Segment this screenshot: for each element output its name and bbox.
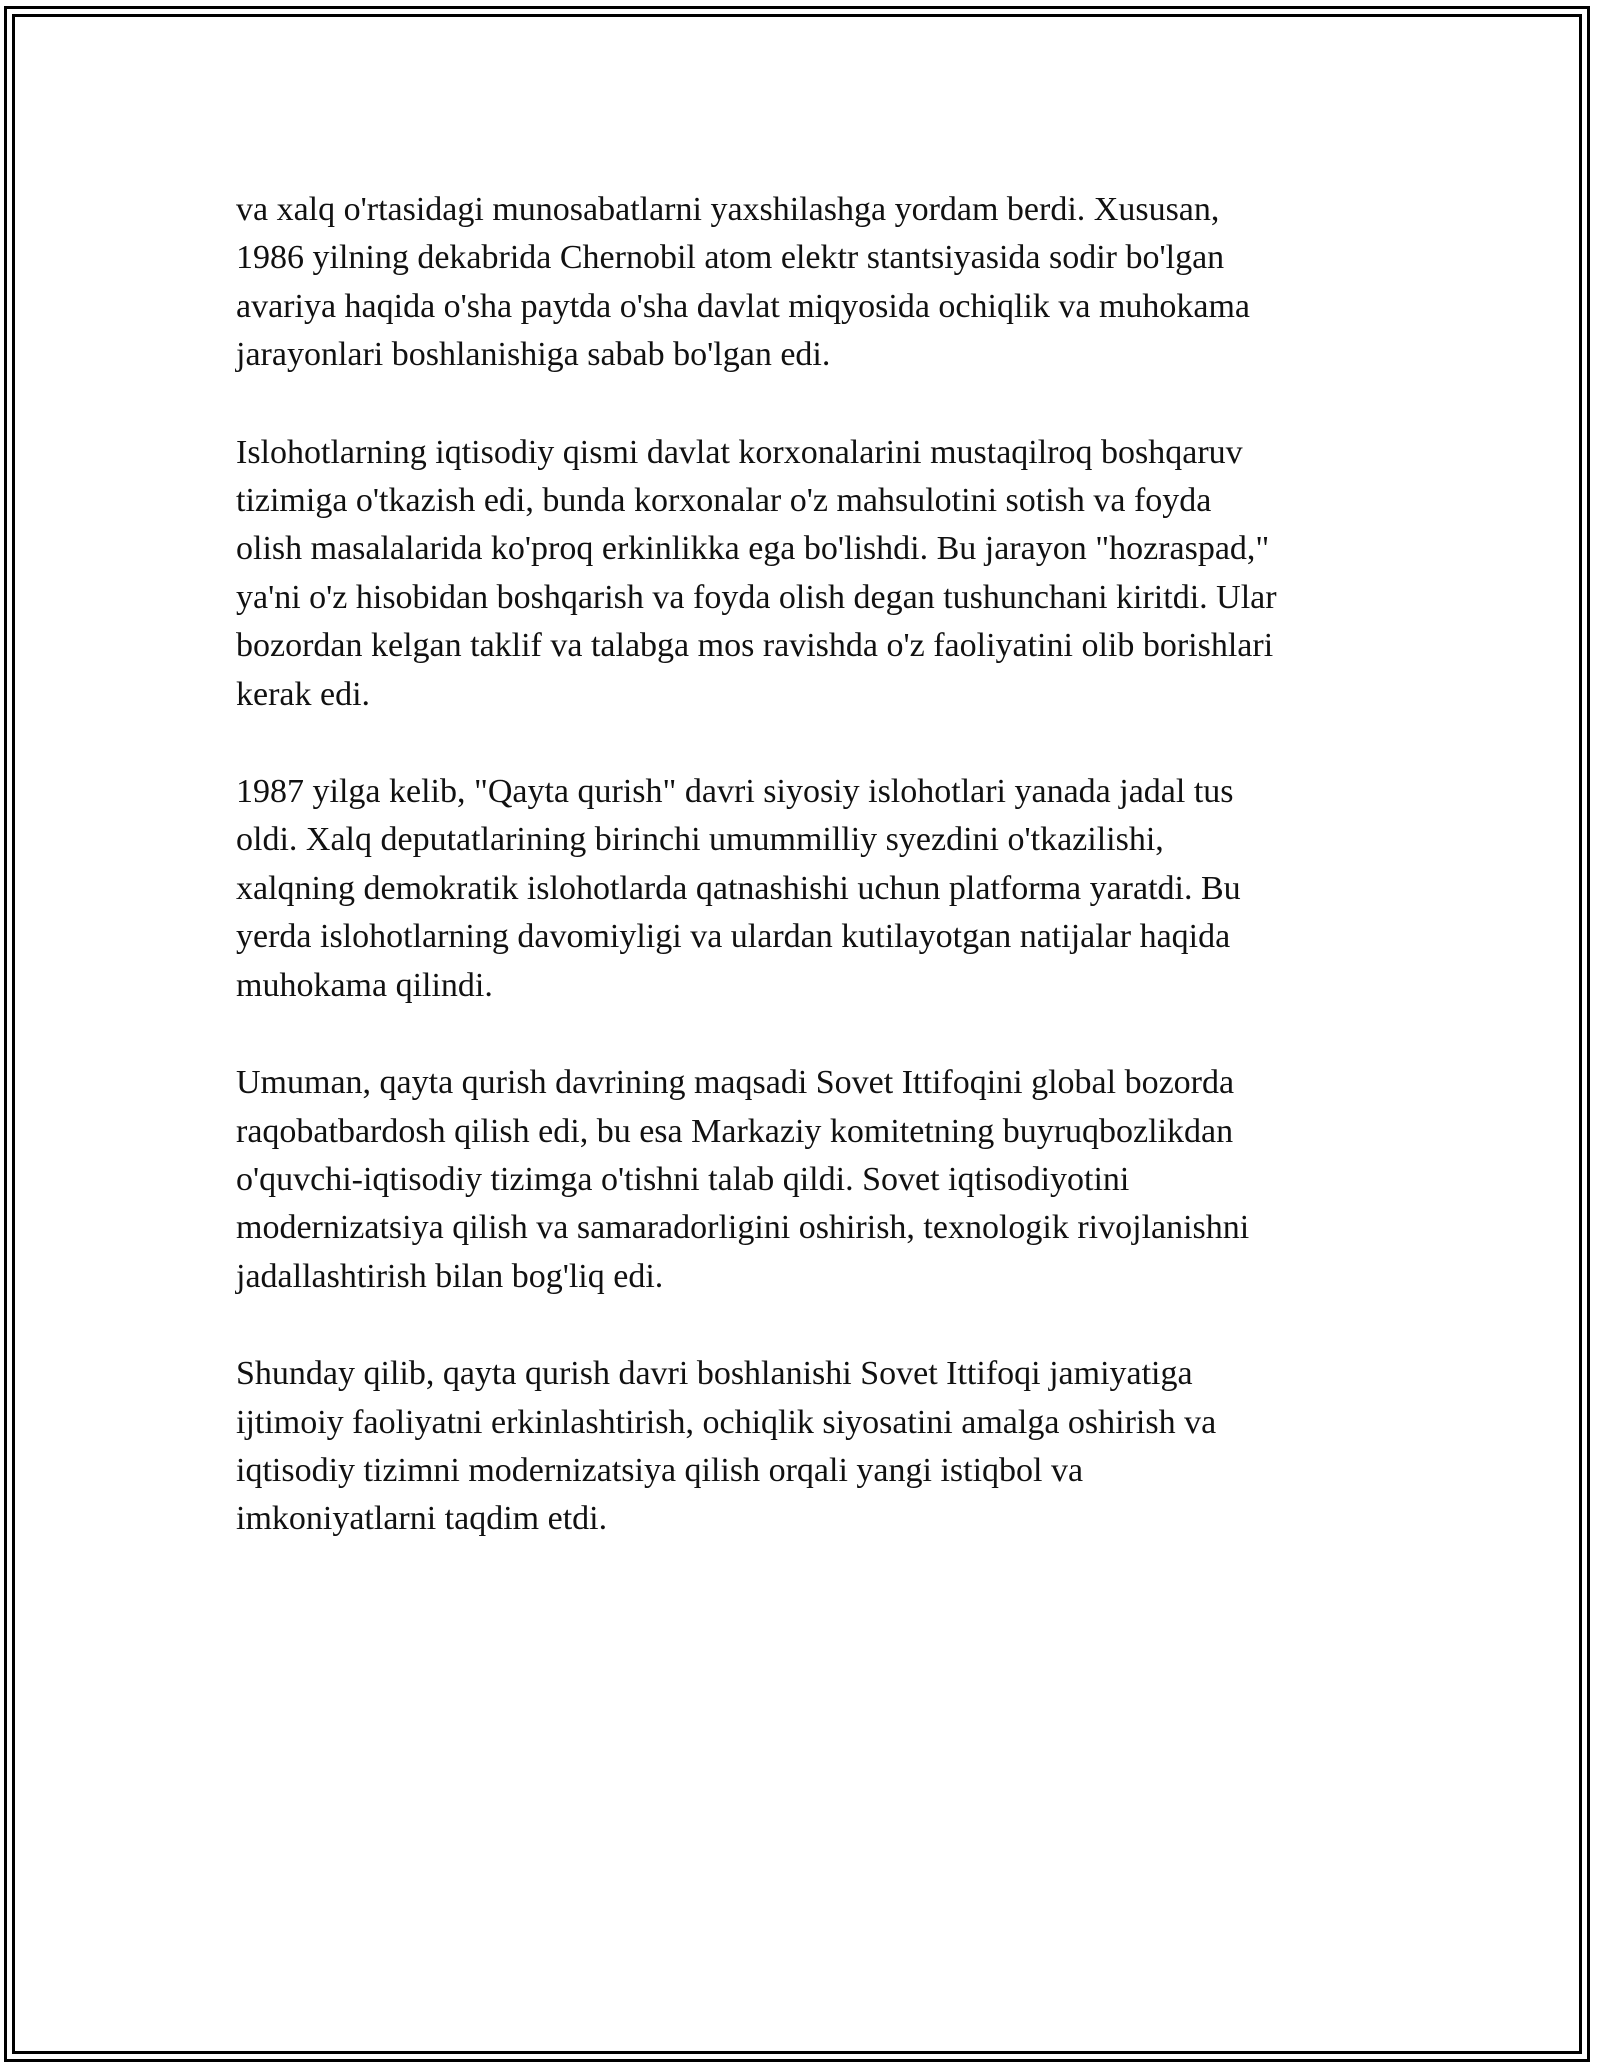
- paragraph: Shunday qilib, qayta qurish davri boshlanishi Sovet Ittifoqi jamiyatiga ijtimoiy faoliyatni erkinlashtirish, ochiqlik siyosatini amalga oshirish va iqtisodiy tizimni modernizatsiya qilish orqali yangi istiqbol va imkoniyatlarni taqdim etdi.: [236, 1355, 1217, 1538]
- paragraph: va xalq o'rtasidagi munosabatlarni yaxshilashga yordam berdi. Xususan, 1986 yilning dekabrida Chernobil atom elektr stantsiyasida sodir bo'lgan avariya haqida o'sha paytda o'sha davlat miqyosida ochiqlik va muhokama jarayonlari boshlanishiga sabab bo'lgan edi.: [236, 191, 1251, 374]
- paragraph: 1987 yilga kelib, "Qayta qurish" davri siyosiy islohotlari yanada jadal tus oldi. Xalq deputatlarining birinchi umummilliy syezdini o'tkazilishi, xalqning demokratik islohotlarda qatnashishi uchun platforma yaratdi. Bu yerda islohotlarning davomiyligi va ulardan kutilayotgan natijalar haqida muhokama qilindi.: [236, 773, 1241, 1004]
- paragraph: Umuman, qayta qurish davrining maqsadi Sovet Ittifoqini global bozorda raqobatbardosh qilish edi, bu esa Markaziy komitetning buyruqbozlikdan o'quvchi-iqtisodiy tizimga o'tishni talab qildi. Sovet iqtisodiyotini modernizatsiya qilish va samaradorligini oshirish, texnologik rivojlanishni jadallashtirish bilan bog'liq edi.: [236, 1064, 1250, 1295]
- paragraph: Islohotlarning iqtisodiy qismi davlat korxonalarini mustaqilroq boshqaruv tizimiga o'tkazish edi, bunda korxonalar o'z mahsulotini sotish va foyda olish masalalarida ko'proq erkinlikka ega bo'lishdi. Bu jarayon "hozraspad," ya'ni o'z hisobidan boshqarish va foyda olish degan tushunchani kiritdi. Ular bozordan kelgan taklif va talabga mos ravishda o'z faoliyatini olib borishlari kerak edi.: [236, 433, 1277, 713]
- document-body: [236, 186, 1366, 1593]
